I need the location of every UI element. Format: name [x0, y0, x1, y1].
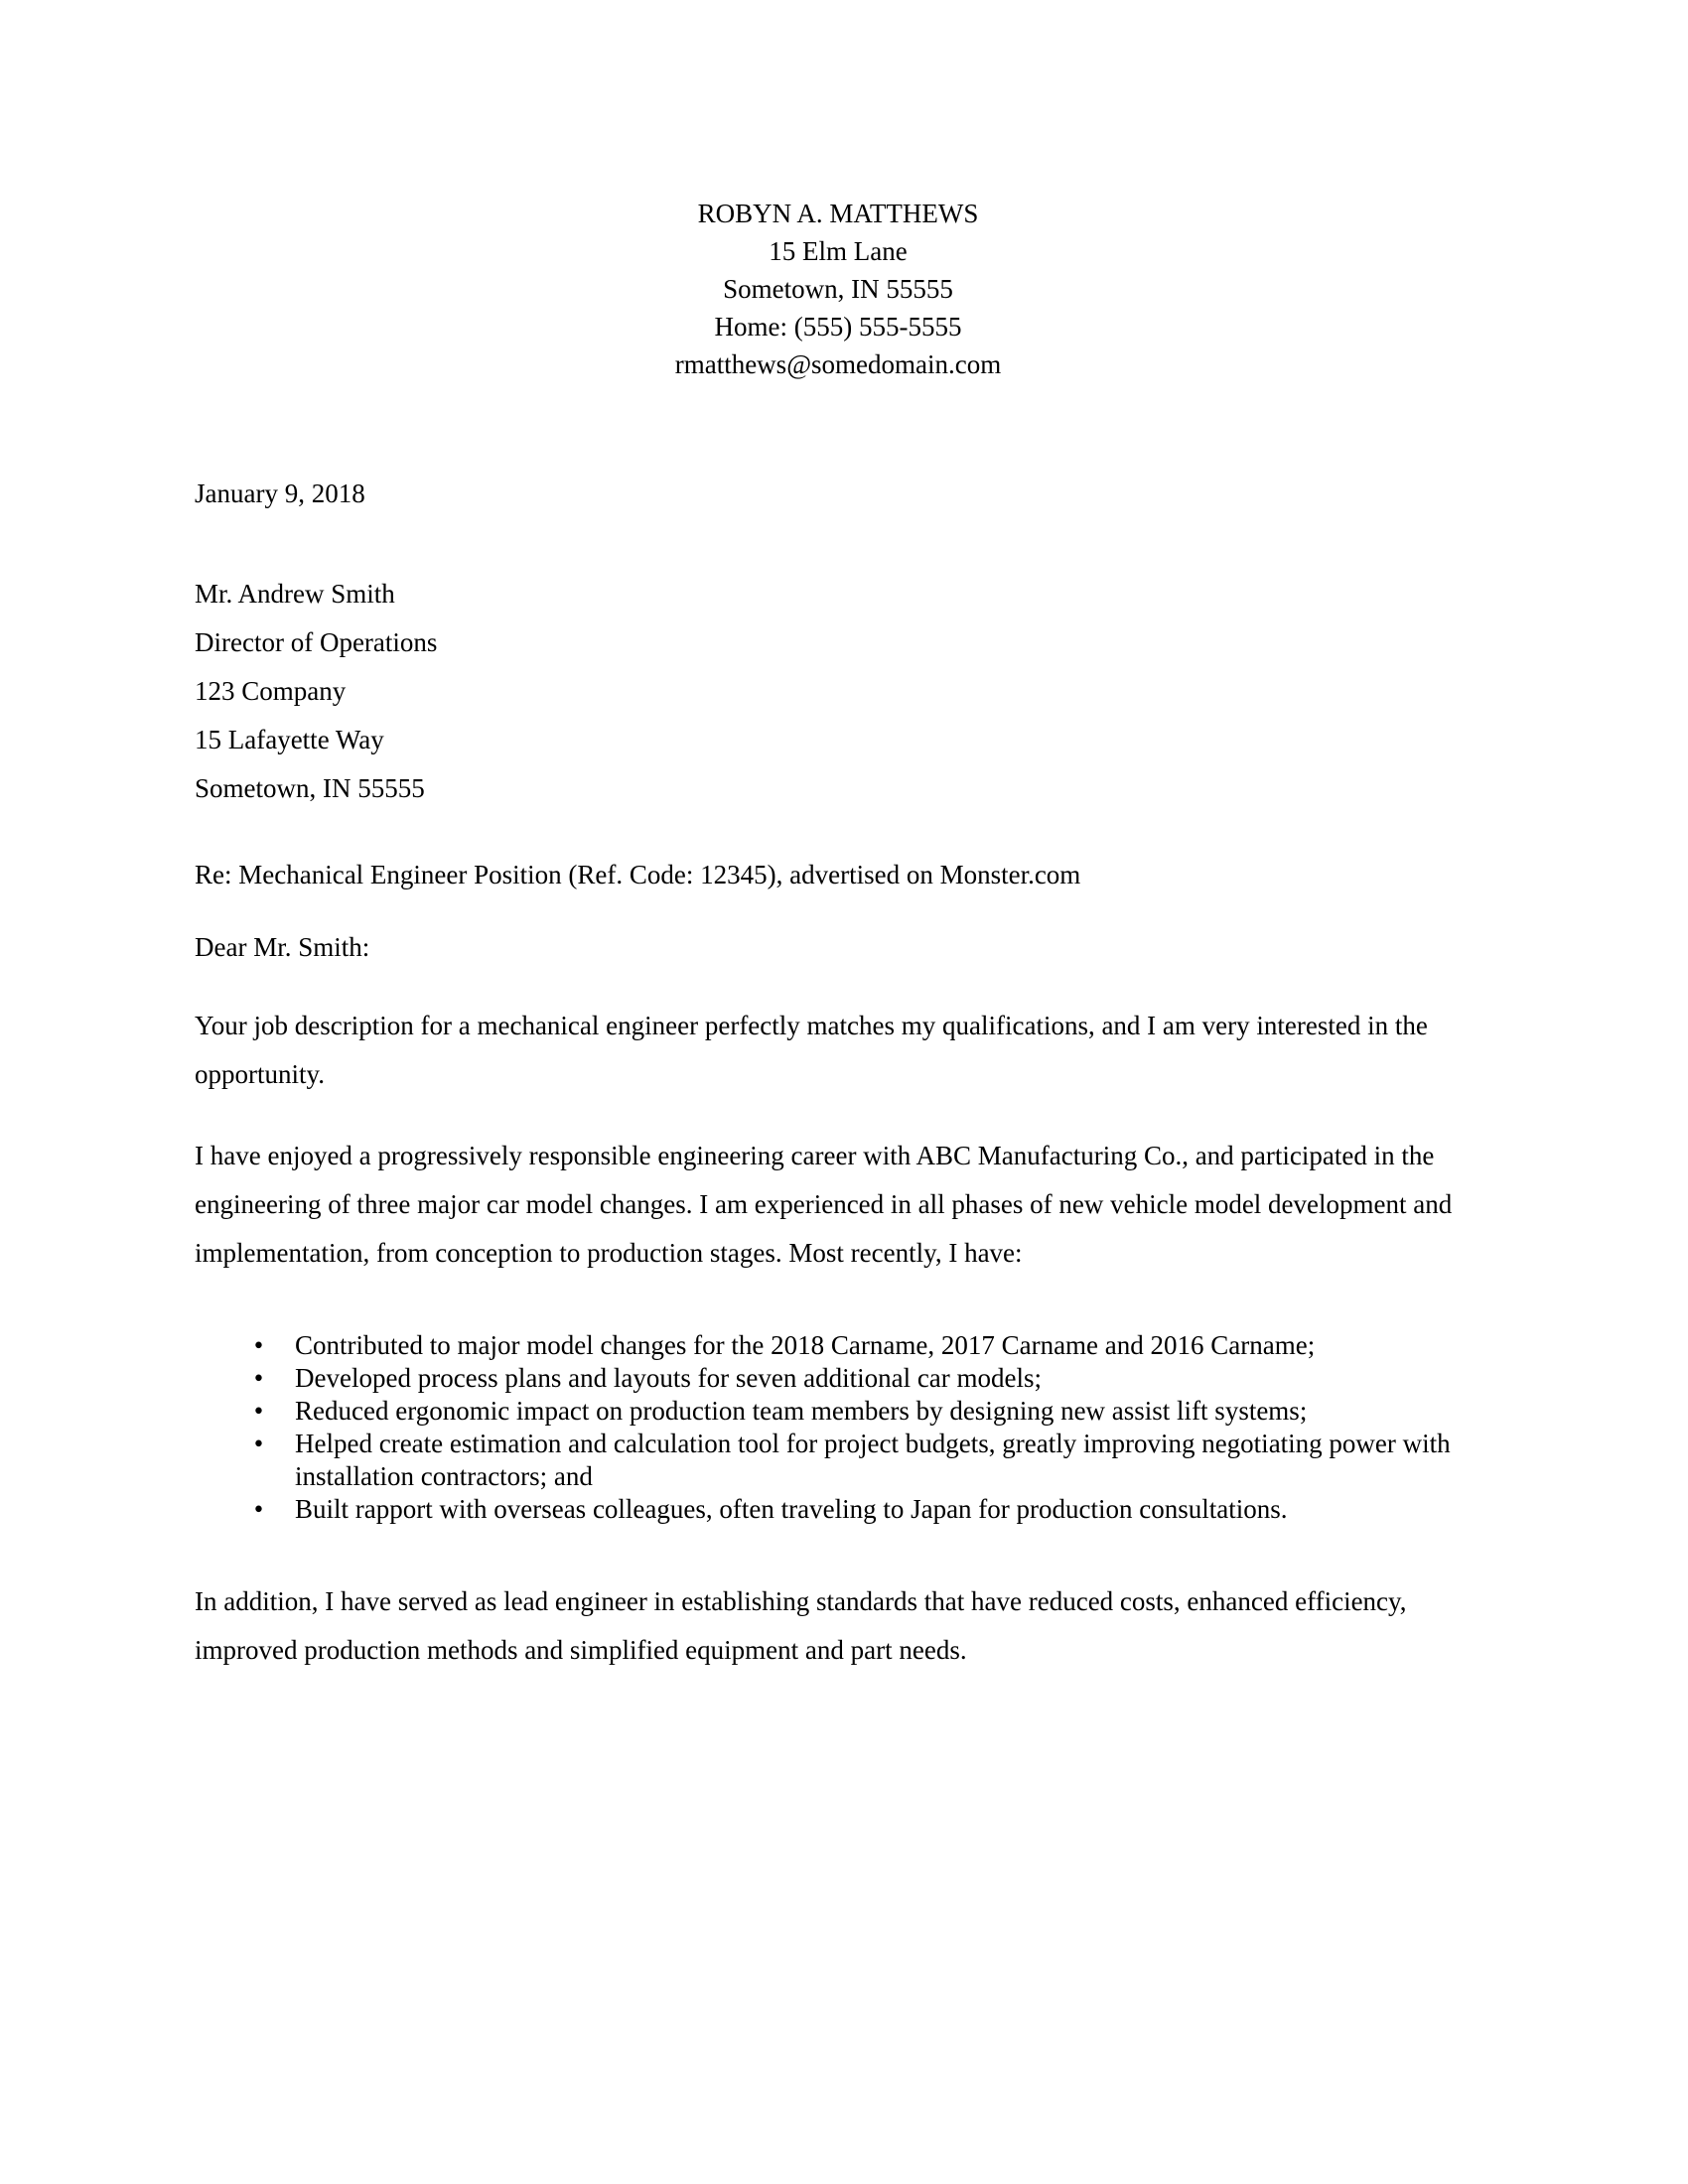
list-item	[195, 1329, 1481, 1362]
list-item	[195, 1362, 1481, 1395]
letterhead-street: 15 Elm Lane	[769, 236, 908, 266]
recipient-company: 123 Company	[195, 676, 347, 706]
inside-address	[195, 570, 1481, 813]
body-paragraph-3: In addition, I have served as lead engineer in establishing standards that have reduced costs, enhanced efficiency, improved production methods and simplified equipment and part needs.	[195, 1586, 1407, 1665]
letterhead	[195, 195, 1481, 383]
list-item	[195, 1493, 1481, 1526]
bullet-icon: •	[253, 1494, 264, 1524]
recipient-city-state-zip: Sometown, IN 55555	[195, 773, 425, 803]
recipient-street: 15 Lafayette Way	[195, 725, 384, 754]
letterhead-name: ROBYN A. MATTHEWS	[697, 199, 979, 228]
list-item-label: Reduced ergonomic impact on production team members by designing new assist lift systems;	[295, 1396, 1308, 1426]
body-paragraph-2: I have enjoyed a progressively responsible engineering career with ABC Manufacturing Co., and participated in the engineering of three major car model changes. I am experienced in all phases of new vehicle model development and implementation, from conception to production stages. Most recently, I have:	[195, 1141, 1453, 1268]
bullet-icon: •	[253, 1363, 264, 1393]
bullet-icon: •	[253, 1429, 264, 1458]
list-item-label: Developed process plans and layouts for seven additional car models;	[295, 1363, 1043, 1393]
list-item-label: Built rapport with overseas colleagues, often traveling to Japan for production consultations.	[295, 1494, 1288, 1524]
achievements-list	[195, 1329, 1481, 1526]
list-item	[195, 1395, 1481, 1428]
bullet-icon: •	[253, 1396, 264, 1426]
letter-content	[195, 0, 1481, 1702]
letterhead-city-state-zip: Sometown, IN 55555	[723, 274, 953, 304]
subject-line: Re: Mechanical Engineer Position (Ref. Code: 12345), advertised on Monster.com	[195, 860, 1081, 889]
list-item	[195, 1428, 1481, 1493]
salutation: Dear Mr. Smith:	[195, 932, 370, 962]
letterhead-phone: Home: (555) 555-5555	[714, 312, 962, 341]
bullet-icon: •	[253, 1330, 264, 1360]
recipient-title: Director of Operations	[195, 627, 438, 657]
list-item-label: Helped create estimation and calculation tool for project budgets, greatly improving negotiating power with installation contractors; and	[295, 1429, 1451, 1491]
letterhead-email: rmatthews@somedomain.com	[674, 349, 1002, 379]
body-paragraph-1: Your job description for a mechanical engineer perfectly matches my qualifications, and I am very interested in the opportunity.	[195, 1011, 1428, 1089]
letter-date: January 9, 2018	[195, 478, 365, 508]
list-item-label: Contributed to major model changes for the 2018 Carname, 2017 Carname and 2016 Carname;	[295, 1330, 1316, 1360]
recipient-name: Mr. Andrew Smith	[195, 579, 395, 609]
